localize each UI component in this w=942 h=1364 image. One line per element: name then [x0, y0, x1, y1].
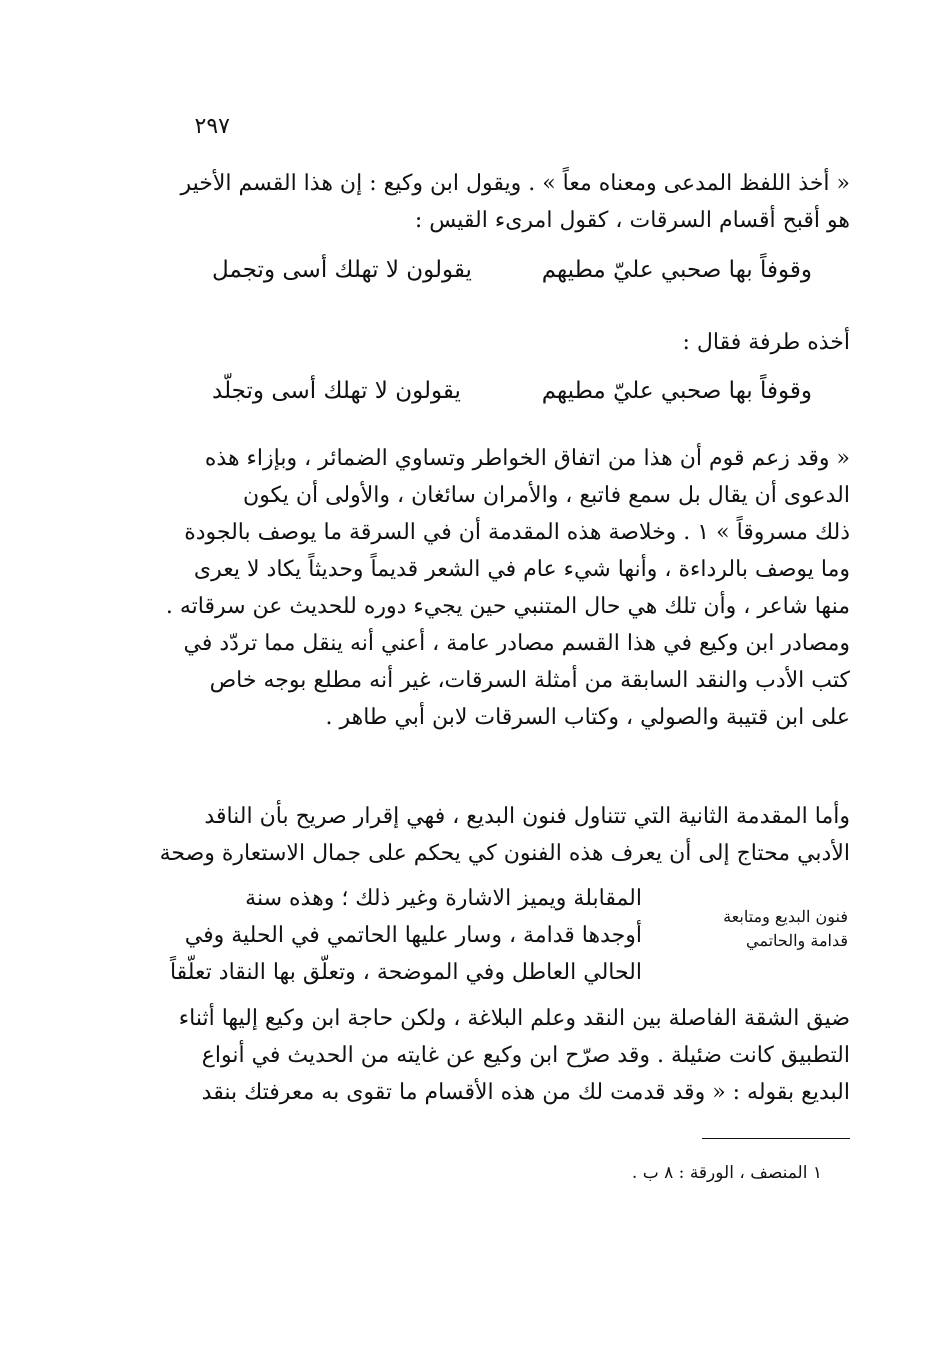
text-line: ضيق الشقة الفاصلة بين النقد وعلم البلاغة ، ولكن حاجة ابن وكيع إليها أثناء [178, 1006, 850, 1031]
paragraph-3 [159, 798, 850, 872]
paragraph-2 [165, 440, 850, 736]
text-line: « وقد زعم قوم أن هذا من اتفاق الخواطر وتساوي الضمائر ، وبإزاء هذه [204, 446, 850, 471]
paragraph-3-wrapped [169, 880, 642, 991]
verse-hemistich-first: وقوفاً بها صحبي عليّ مطيهم [541, 378, 812, 404]
text-line: وأما المقدمة الثانية التي تتناول فنون البديع ، فهي إقرار صريح بأن الناقد [204, 804, 850, 829]
paragraph-1 [180, 165, 850, 239]
text-line: التطبيق كانت ضئيلة . وقد صرّح ابن وكيع عن غايته من الحديث في أنواع [201, 1043, 850, 1068]
paragraph-3-rest [180, 1000, 850, 1111]
side-note-line: فنون البديع ومتابعة [723, 907, 848, 926]
text-line: الحالي العاطل وفي الموضحة ، وتعلّق بها النقاد تعلّقاً [169, 960, 642, 985]
side-note [723, 905, 848, 953]
page-number: ٢٩٧ [194, 114, 230, 139]
footnote-separator [702, 1138, 850, 1139]
text-line: أوجدها قدامة ، وسار عليها الحاتمي في الحلية وفي [184, 923, 642, 948]
side-note-line: قدامة والحاتمي [745, 931, 848, 950]
text-line: « أخذ اللفظ المدعى ومعناه معاً » . ويقول ابن وكيع : إن هذا القسم الأخير [180, 171, 850, 196]
text-line: هو أقبح أقسام السرقات ، كقول امرىء القيس : [414, 208, 850, 233]
verse-intro [180, 324, 850, 361]
text-line: المقابلة ويميز الاشارة وغير ذلك ؛ وهذه سنة [245, 886, 642, 911]
verse-hemistich-second: يقولون لا تهلك أسى وتجلّد [212, 378, 461, 404]
footnote: ١ المنصف ، الورقة : ٨ ب . [631, 1163, 822, 1183]
text-line: وما يوصف بالرداءة ، وأنها شيء عام في الشعر قديماً وحديثاً يكاد لا يعرى [193, 557, 850, 582]
text-line: البديع بقوله : « وقد قدمت لك من هذه الأقسام ما تقوى به معرفتك بنقد [201, 1080, 850, 1105]
text-line: ومصادر ابن وكيع في هذا القسم مصادر عامة ، أعني أنه ينقل مما تردّد في [183, 631, 850, 656]
text-line: أخذه طرفة فقال : [682, 330, 850, 355]
text-line: الدعوى أن يقال بل سمع فاتبع ، والأمران سائغان ، والأولى أن يكون [243, 483, 850, 508]
verse-1 [212, 257, 812, 283]
verse-2 [212, 378, 812, 404]
text-line: على ابن قتيبة والصولي ، وكتاب السرقات لابن أبي طاهر . [325, 705, 850, 730]
text-line: ذلك مسروقاً » ١ . وخلاصة هذه المقدمة أن في السرقة ما يوصف بالجودة [184, 520, 850, 545]
verse-hemistich-first: وقوفاً بها صحبي عليّ مطيهم [541, 257, 812, 283]
text-line: كتب الأدب والنقد السابقة من أمثلة السرقات، غير أنه مطلع بوجه خاص [209, 668, 850, 693]
text-line: منها شاعر ، وأن تلك هي حال المتنبي حين يجيء دوره للحديث عن سرقاته . [165, 594, 850, 619]
verse-hemistich-second: يقولون لا تهلك أسى وتجمل [212, 257, 472, 283]
text-line: الأدبي محتاج إلى أن يعرف هذه الفنون كي يحكم على جمال الاستعارة وصحة [159, 841, 850, 866]
